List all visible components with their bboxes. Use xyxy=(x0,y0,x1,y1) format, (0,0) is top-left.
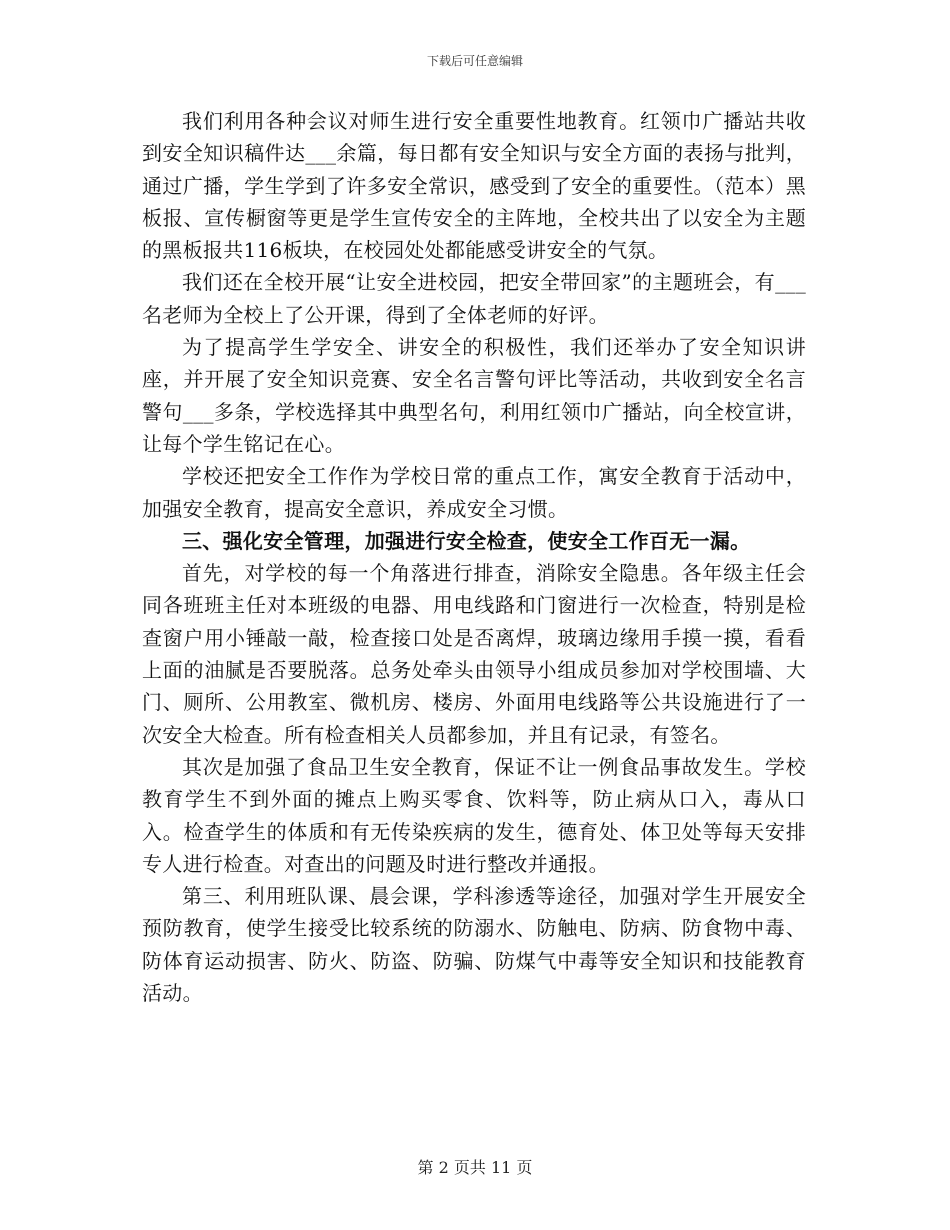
paragraph-inspection: 首先，对学校的每一个角落进行排查，消除安全隐患。各年级主任会同各班班主任对本班级的电器、用电线路和门窗进行一次检查，特别是检查窗户用小锤敲一敲，检查接口处是否离焊，玻璃边缘用手摸一摸，看看上面的油腻是否要脱落。总务处牵头由领导小组成员参加对学校围墙、大门、厕所、公用教室、微机房、楼房、外面用电线路等公共设施进行了一次安全大检查。所有检查相关人员都参加，并且有记录，有签名。 xyxy=(142,561,806,747)
paragraph-prevention-education: 第三、利用班队课、晨会课，学科渗透等途径，加强对学生开展安全预防教育，使学生接受比较系统的防溺水、防触电、防病、防食物中毒、防体育运动损害、防火、防盗、防骗、防煤气中毒等安全知识和技能教育活动。 xyxy=(142,884,806,1006)
document-body xyxy=(142,105,806,1009)
paragraph-food-safety: 其次是加强了食品卫生安全教育，保证不让一例食品事故发生。学校教育学生不到外面的摊点上购买零食、饮料等，防止病从口入，毒从口入。检查学生的体质和有无传染疾病的发生，德育处、体卫处等每天安排专人进行检查。对查出的问题及时进行整改并通报。 xyxy=(142,754,806,876)
page-header: 下载后可任意编辑 xyxy=(426,54,523,68)
section-heading: 三、强化安全管理，加强进行安全检查，使安全工作百无一漏。 xyxy=(182,528,751,553)
paragraph-lectures: 为了提高学生学安全、讲安全的积极性，我们还举办了安全知识讲座，并开展了安全知识竞赛、安全名言警句评比等活动，共收到安全名言警句___多条，学校选择其中典型名句，利用红领巾广播站，向全校宣讲，让每个学生铭记在心。 xyxy=(142,335,806,456)
paragraph-publicity: 我们利用各种会议对师生进行安全重要性地教育。红领巾广播站共收到安全知识稿件达___余篇，每日都有安全知识与安全方面的表扬与批判，通过广播，学生学到了许多安全常识，感受到了安全的重要性。（范本）黑板报、宣传橱窗等更是学生宣传安全的主阵地，全校共出了以安全为主题的黑板报共116板块，在校园处处都能感受讲安全的气氛。 xyxy=(142,109,806,263)
paragraph-daily-work: 学校还把安全工作作为学校日常的重点工作，寓安全教育于活动中，加强安全教育，提高安全意识，养成安全习惯。 xyxy=(142,464,806,521)
paragraph-class-meeting: 我们还在全校开展“让安全进校园，把安全带回家”的主题班会，有___名老师为全校上了公开课，得到了全体老师的好评。 xyxy=(142,270,806,327)
page-footer: 第 2 页共 11 页 xyxy=(417,1158,533,1177)
